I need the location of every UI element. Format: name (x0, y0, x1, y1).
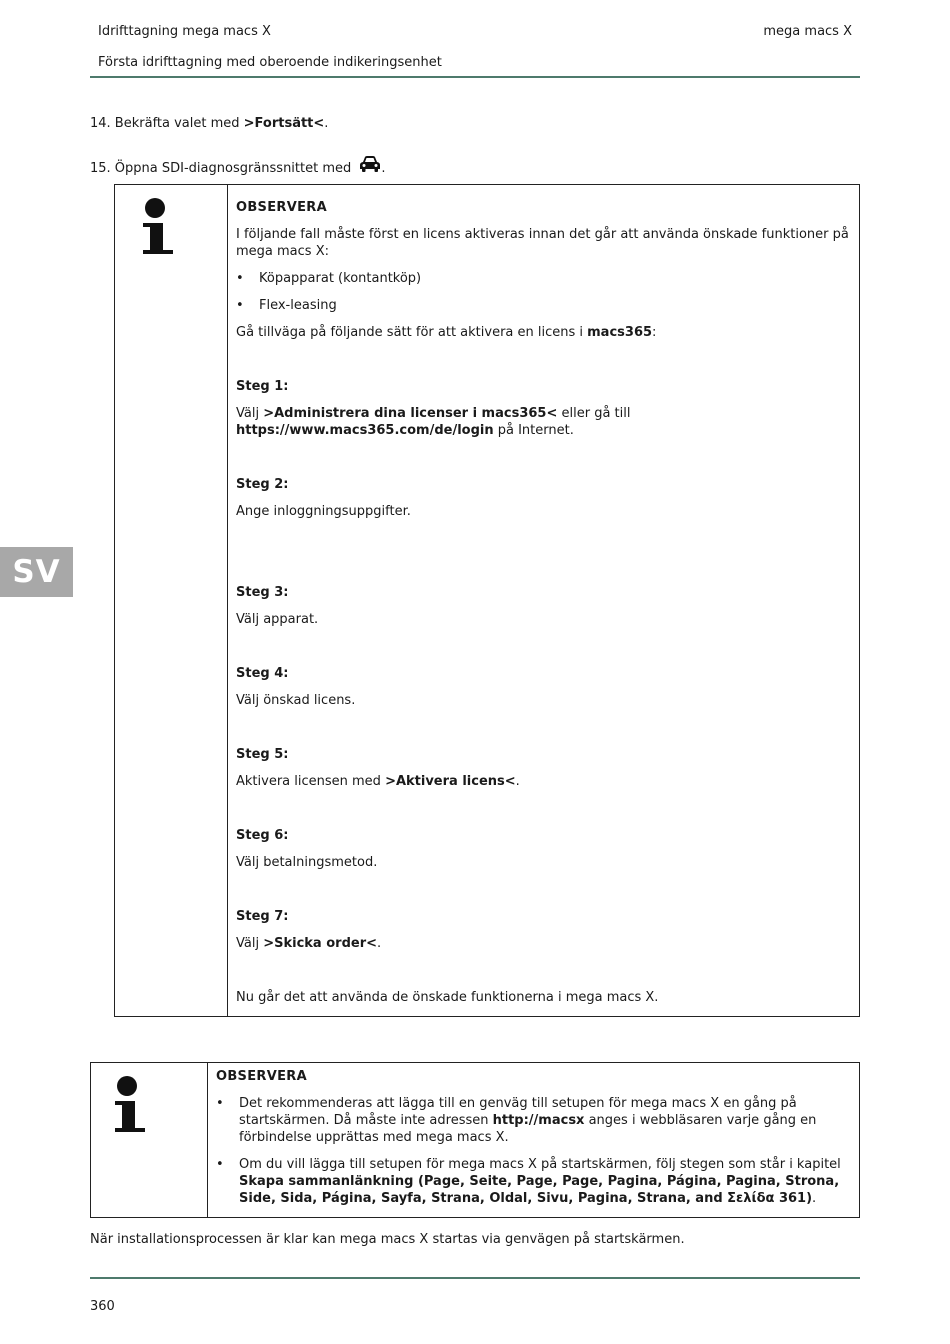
section-title: Första idrifttagning med oberoende indikeringsenhet (98, 55, 442, 70)
running-header (98, 24, 442, 70)
step-15: 15. Öppna SDI-diagnosgränssnittet med . (90, 155, 386, 178)
list-item: • Flex-leasing (236, 297, 851, 314)
header-rule (90, 76, 860, 78)
chapter-title: Idrifttagning mega macs X (98, 24, 271, 39)
footer-rule (90, 1277, 860, 1279)
step-4-heading: Steg 4: (236, 666, 289, 681)
language-tab: SV (0, 547, 73, 597)
step-2-heading: Steg 2: (236, 477, 289, 492)
list-item: • Köpapparat (kontantköp) (236, 270, 851, 287)
note-intro: I följande fall måste först en licens aktiveras innan det går att använda önskade funktioner på mega macs X: (236, 227, 849, 259)
step-6-text: Välj betalningsmetod. (236, 855, 378, 870)
step-1-heading: Steg 1: (236, 379, 289, 394)
step-7-heading: Steg 7: (236, 909, 289, 924)
note-icon-cell (115, 185, 228, 1016)
note-shortcut (90, 1062, 860, 1218)
step-1-text: Välj >Administrera dina licenser i macs365< eller gå till https://www.macs365.com/de/login på Internet. (236, 406, 631, 438)
note-body (228, 185, 859, 1016)
note-title: OBSERVERA (216, 1069, 307, 1084)
note-title: OBSERVERA (236, 200, 327, 215)
page-number: 360 (90, 1299, 115, 1314)
info-icon (141, 197, 177, 257)
product-name: mega macs X (763, 24, 852, 39)
list-item: • Det rekommenderas att lägga till en genväg till setupen för mega macs X en gång på startskärmen. Då måste inte adressen http://macsx anges i webbläsaren varje gång en förbindelse upprättas med mega macs X. (216, 1095, 851, 1146)
cross-reference-link: Skapa sammanlänkning (Page, Seite, Page, Page, Pagina, Página, Pagina, Strona, Side, Sida, Página, Sayfa, Strana, Oldal, Sivu, Pagina, Strana, and Σελίδα 361) (239, 1174, 840, 1206)
note-body (208, 1063, 859, 1217)
step-2-text: Ange inloggningsuppgifter. (236, 504, 411, 519)
step-5-heading: Steg 5: (236, 747, 289, 762)
step-14: 14. Bekräfta valet med >Fortsätt<. (90, 116, 329, 131)
note-license (114, 184, 860, 1017)
note-howto: Gå tillväga på följande sätt för att aktivera en licens i macs365: (236, 325, 657, 340)
step-3-text: Välj apparat. (236, 612, 319, 627)
car-icon (359, 155, 381, 178)
info-icon (113, 1075, 149, 1135)
completion-text: När installationsprocessen är klar kan mega macs X startas via genvägen på startskärmen. (90, 1232, 685, 1247)
note-icon-cell (91, 1063, 208, 1217)
step-3-heading: Steg 3: (236, 585, 289, 600)
list-item: • Om du vill lägga till setupen för mega macs X på startskärmen, följ stegen som står i kapitel Skapa sammanlänkning (Page, Seite, Page, Page, Pagina, Página, Pagina, Strona, Side, Sida, Página, Sayfa, Strana, Oldal, Sivu, Pagina, Strana, and Σελίδα 361). (216, 1156, 851, 1207)
step-6-heading: Steg 6: (236, 828, 289, 843)
note-closing: Nu går det att använda de önskade funktionerna i mega macs X. (236, 990, 659, 1005)
step-4-text: Välj önskad licens. (236, 693, 356, 708)
step-7-text: Välj >Skicka order<. (236, 936, 382, 951)
step-5-text: Aktivera licensen med >Aktivera licens<. (236, 774, 520, 789)
continue-label: >Fortsätt< (243, 116, 325, 131)
